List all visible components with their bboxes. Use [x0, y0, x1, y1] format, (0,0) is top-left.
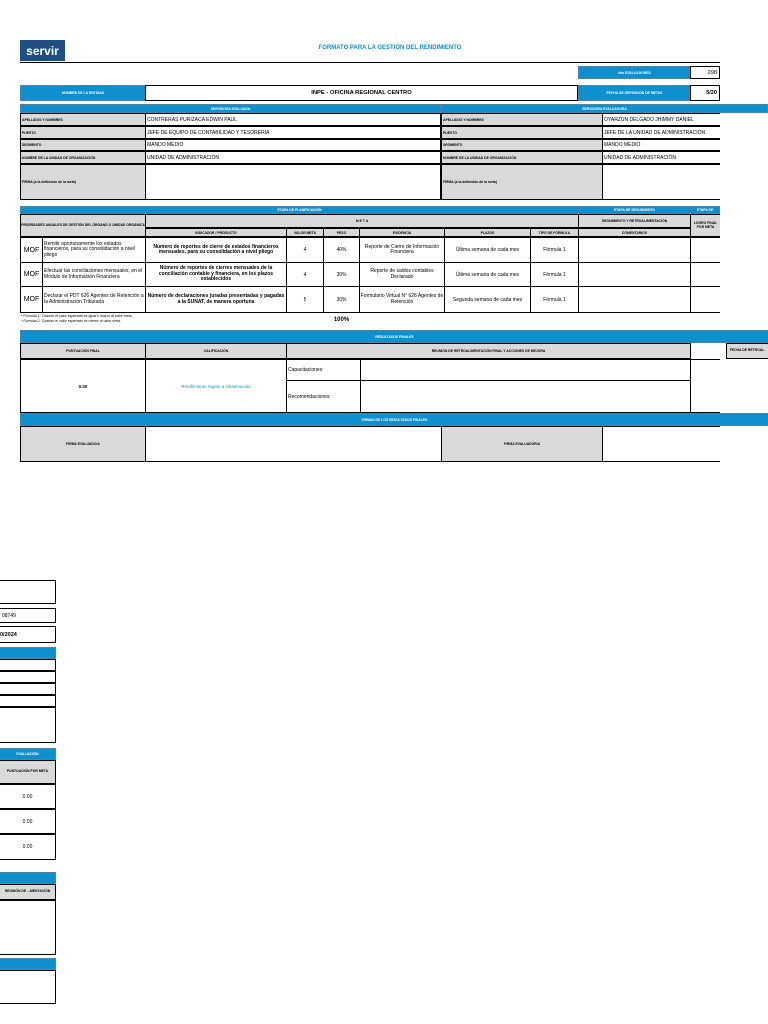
seguimiento-header: SEGUIMIENTO Y RETROALIMENTACIÓN: [578, 214, 691, 228]
evaluador-segmento-value: MANDO MEDIO: [602, 139, 720, 151]
overflow-code: 08749: [0, 608, 56, 623]
total-peso: 100%: [333, 317, 350, 323]
row3-prioridad: Declarar el PDT 626 Agentes de Retención a la Administración Tributaria: [42, 286, 146, 313]
row3-evidencia: Formulario Virtual N° 626 Agentes de Retención: [359, 286, 445, 313]
capacitaciones-field[interactable]: [360, 359, 691, 381]
row3-codigo: MOF: [20, 286, 43, 313]
fecha-retro-field[interactable]: [690, 359, 720, 413]
row2-indicador: Número de reportes de cierres mensuales de la conciliación contable y financiera, en los plazos establecidos: [145, 262, 287, 287]
n-evaluadores-value: 298: [690, 66, 720, 79]
row1-codigo: MOF: [20, 237, 43, 263]
row2-logro[interactable]: [690, 262, 720, 287]
overflow-score-1: 0.00: [0, 784, 56, 809]
row1-peso: 40%: [323, 237, 360, 263]
footnote-formula-1: * Fórmula 1: Cuando el valor esperado es igual o mayor al valor meta.: [21, 314, 133, 318]
row3-valor: 5: [286, 286, 324, 313]
evaluado-puesto-label: PUESTO: [20, 126, 146, 139]
row3-peso: 30%: [323, 286, 360, 313]
header-rule: [20, 62, 720, 63]
prioridades-header: PRIORIDADES ANUALES DE GESTIÓN DEL ÓRGANO O UNIDAD ORGÁNICA: [20, 214, 146, 237]
servidora-evaluada-header: SERVIDORA EVALUADA: [20, 104, 441, 113]
col-peso: PESO: [323, 228, 360, 237]
row2-prioridad: Efectuar las conciliaciones mensuales, en el Módulo de Información Financiera: [42, 262, 146, 287]
col-comentarios: COMENTARIOS: [578, 228, 691, 237]
overflow-date: 0/2024: [0, 626, 56, 643]
overflow-blue-1: [0, 647, 56, 659]
evaluador-firma-label: FIRMA (a la definición de la meta): [441, 164, 603, 200]
evaluador-nombre-value: OYARZUN DELGADO JHIMMY DANIEL: [602, 113, 720, 126]
overflow-puntuacion-meta: PUNTUACIÓN POR META: [0, 760, 56, 784]
resultados-finales-header: RESULTADOS FINALES: [20, 330, 768, 343]
firma-evaluador-field[interactable]: [602, 426, 720, 462]
logo-text: servir: [26, 43, 59, 58]
row1-prioridad: Remitir oportunamente los estados financieros, para su consolidación a nivel pliego: [42, 237, 146, 263]
col-tipo-formula: TIPO DE FÓRMULA: [530, 228, 579, 237]
overflow-reunion-field: [0, 900, 56, 955]
meta-header: M E T A: [145, 214, 579, 228]
puntuacion-final-value: 0.00: [20, 359, 146, 413]
row1-plazo: Última semana de cada mes: [444, 237, 531, 263]
row3-logro[interactable]: [690, 286, 720, 313]
servir-logo: [20, 40, 65, 61]
evaluado-unidad-value: UNIDAD DE ADMINISTRACIÓN: [145, 151, 441, 164]
overflow-score-2: 0.00: [0, 809, 56, 834]
row1-valor: 4: [286, 237, 324, 263]
firma-evaluado-field[interactable]: [145, 426, 442, 462]
evaluado-firma-label: FIRMA (a la definición de la meta): [20, 164, 146, 200]
evaluador-puesto-value: JEFE DE LA UNIDAD DE ADMINISTRACIÓN: [602, 126, 720, 139]
col-valor-meta: VALOR META: [286, 228, 324, 237]
evaluado-nombre-label: APELLIDOS Y NOMBRES: [20, 113, 146, 126]
calificacion-value: Rendimiento Sujeto a Observación: [145, 359, 287, 413]
row3-formula: Fórmula 1: [530, 286, 579, 313]
etapa-evaluacion-header: ETAPA DE: [690, 206, 720, 214]
row2-plazo: Última semana de cada mes: [444, 262, 531, 287]
evaluador-nombre-label: APELLIDOS Y NOMBRES: [441, 113, 603, 126]
overflow-blue-3: [0, 958, 56, 970]
capacitaciones-label: Capacitaciones:: [286, 359, 361, 381]
row2-formula: Fórmula 1: [530, 262, 579, 287]
row1-indicador: Número de reportes de cierre de estados financieros mensuales, para su consolidación a nivel pliego: [145, 237, 287, 263]
row2-peso: 30%: [323, 262, 360, 287]
etapa-seguimiento-header: ETAPA DE SEGUIMIENTO: [578, 206, 691, 214]
overflow-line-3: [0, 683, 56, 695]
row1-evidencia: Reporte de Cierre de Información Financiera: [359, 237, 445, 263]
evaluador-firma-box[interactable]: [602, 164, 720, 200]
evaluado-puesto-value: JEFE DE EQUIPO DE CONTABILIDAD Y TESORERIA: [145, 126, 441, 139]
recomendaciones-label: Recomendaciones:: [286, 380, 361, 413]
logro-final-header: LOGRO FINAL POR META: [690, 214, 720, 237]
n-evaluadores-label: Nro EVALUADORES: [578, 66, 691, 79]
overflow-reunion-label: REUNIÓN DE ...MENTACIÓN: [0, 884, 56, 900]
evaluador-unidad-label: NOMBRE DE LA UNIDAD DE ORGANIZACIÓN: [441, 151, 603, 164]
row3-plazo: Segunda semana de cada mes: [444, 286, 531, 313]
evaluado-nombre-value: CONTRERAS PURIZACA EDWIN PAUL: [145, 113, 441, 126]
row1-logro[interactable]: [690, 237, 720, 263]
etapa-planificacion-header: ETAPA DE PLANIFICACIÓN: [20, 206, 579, 214]
row2-valor: 4: [286, 262, 324, 287]
footnote-formula-2: * Fórmula 2: Cuando el valor esperado es menor al valor meta.: [21, 319, 122, 323]
col-evidencia: EVIDENCIA: [359, 228, 445, 237]
row2-codigo: MOF: [20, 262, 43, 287]
firmas-finales-header: FIRMAS DE LOS RESULTADOS FINALES: [20, 413, 768, 426]
evaluador-puesto-label: PUESTO: [441, 126, 603, 139]
entidad-value: INPE - OFICINA REGIONAL CENTRO: [145, 85, 578, 101]
overflow-fragment: [0, 580, 56, 1004]
evaluado-segmento-label: SEGMENTO: [20, 139, 146, 151]
overflow-eval-label: EVALUACIÓN: [0, 748, 56, 760]
evaluado-unidad-label: NOMBRE DE LA UNIDAD DE ORGANIZACIÓN: [20, 151, 146, 164]
row1-formula: Fórmula 1: [530, 237, 579, 263]
row2-comentarios[interactable]: [578, 262, 691, 287]
evaluado-segmento-value: MANDO MEDIO: [145, 139, 441, 151]
row3-comentarios[interactable]: [578, 286, 691, 313]
fecha-definicion-label: FECHA DE DEFINICIÓN DE METAS: [578, 85, 691, 101]
firma-evaluador-label: FIRMA EVALUADOR/A: [441, 426, 603, 462]
row3-indicador: Número de declaraciones juradas presentadas y pagadas a la SUNAT, de manera oportuna: [145, 286, 287, 313]
row1-comentarios[interactable]: [578, 237, 691, 263]
fecha-retro-header: FECHA DE RETROAL.: [726, 343, 768, 359]
firma-evaluado-label: FIRMA EVALUADO/A: [20, 426, 146, 462]
evaluado-firma-box[interactable]: [145, 164, 441, 200]
row2-evidencia: Reporte de saldos contables Declarado: [359, 262, 445, 287]
col-plazos: PLAZOS: [444, 228, 531, 237]
page-title: FORMATO PARA LA GESTIÓN DEL RENDIMIENTO: [318, 45, 462, 51]
evaluador-unidad-value: UNIDAD DE ADMINISTRACIÓN: [602, 151, 720, 164]
overflow-blank-1: [0, 580, 56, 604]
col-indicador: INDICADOR / PRODUCTO: [145, 228, 287, 237]
recomendaciones-field[interactable]: [360, 380, 691, 413]
overflow-last-field: [0, 970, 56, 1004]
overflow-line-1: [0, 659, 56, 671]
overflow-score-3: 0.00: [0, 834, 56, 860]
entidad-label: NOMBRE DE LA ENTIDAD: [20, 85, 146, 101]
puntuacion-final-header: PUNTUACIÓN FINAL: [20, 343, 146, 359]
overflow-blue-2: [0, 872, 56, 884]
overflow-line-4: [0, 695, 56, 707]
overflow-line-5: [0, 707, 56, 743]
reunion-retro-header: REUNIÓN DE RETROALIMENTACIÓN FINAL Y ACCIONES DE MEJORA: [286, 343, 691, 359]
overflow-line-2: [0, 671, 56, 683]
calificacion-header: CALIFICACIÓN: [145, 343, 287, 359]
fecha-definicion-value: 5/20: [690, 85, 720, 101]
evaluador-segmento-label: SEGMENTO: [441, 139, 603, 151]
servidora-evaluadora-header: SERVIDORA EVALUADORA: [441, 104, 768, 113]
